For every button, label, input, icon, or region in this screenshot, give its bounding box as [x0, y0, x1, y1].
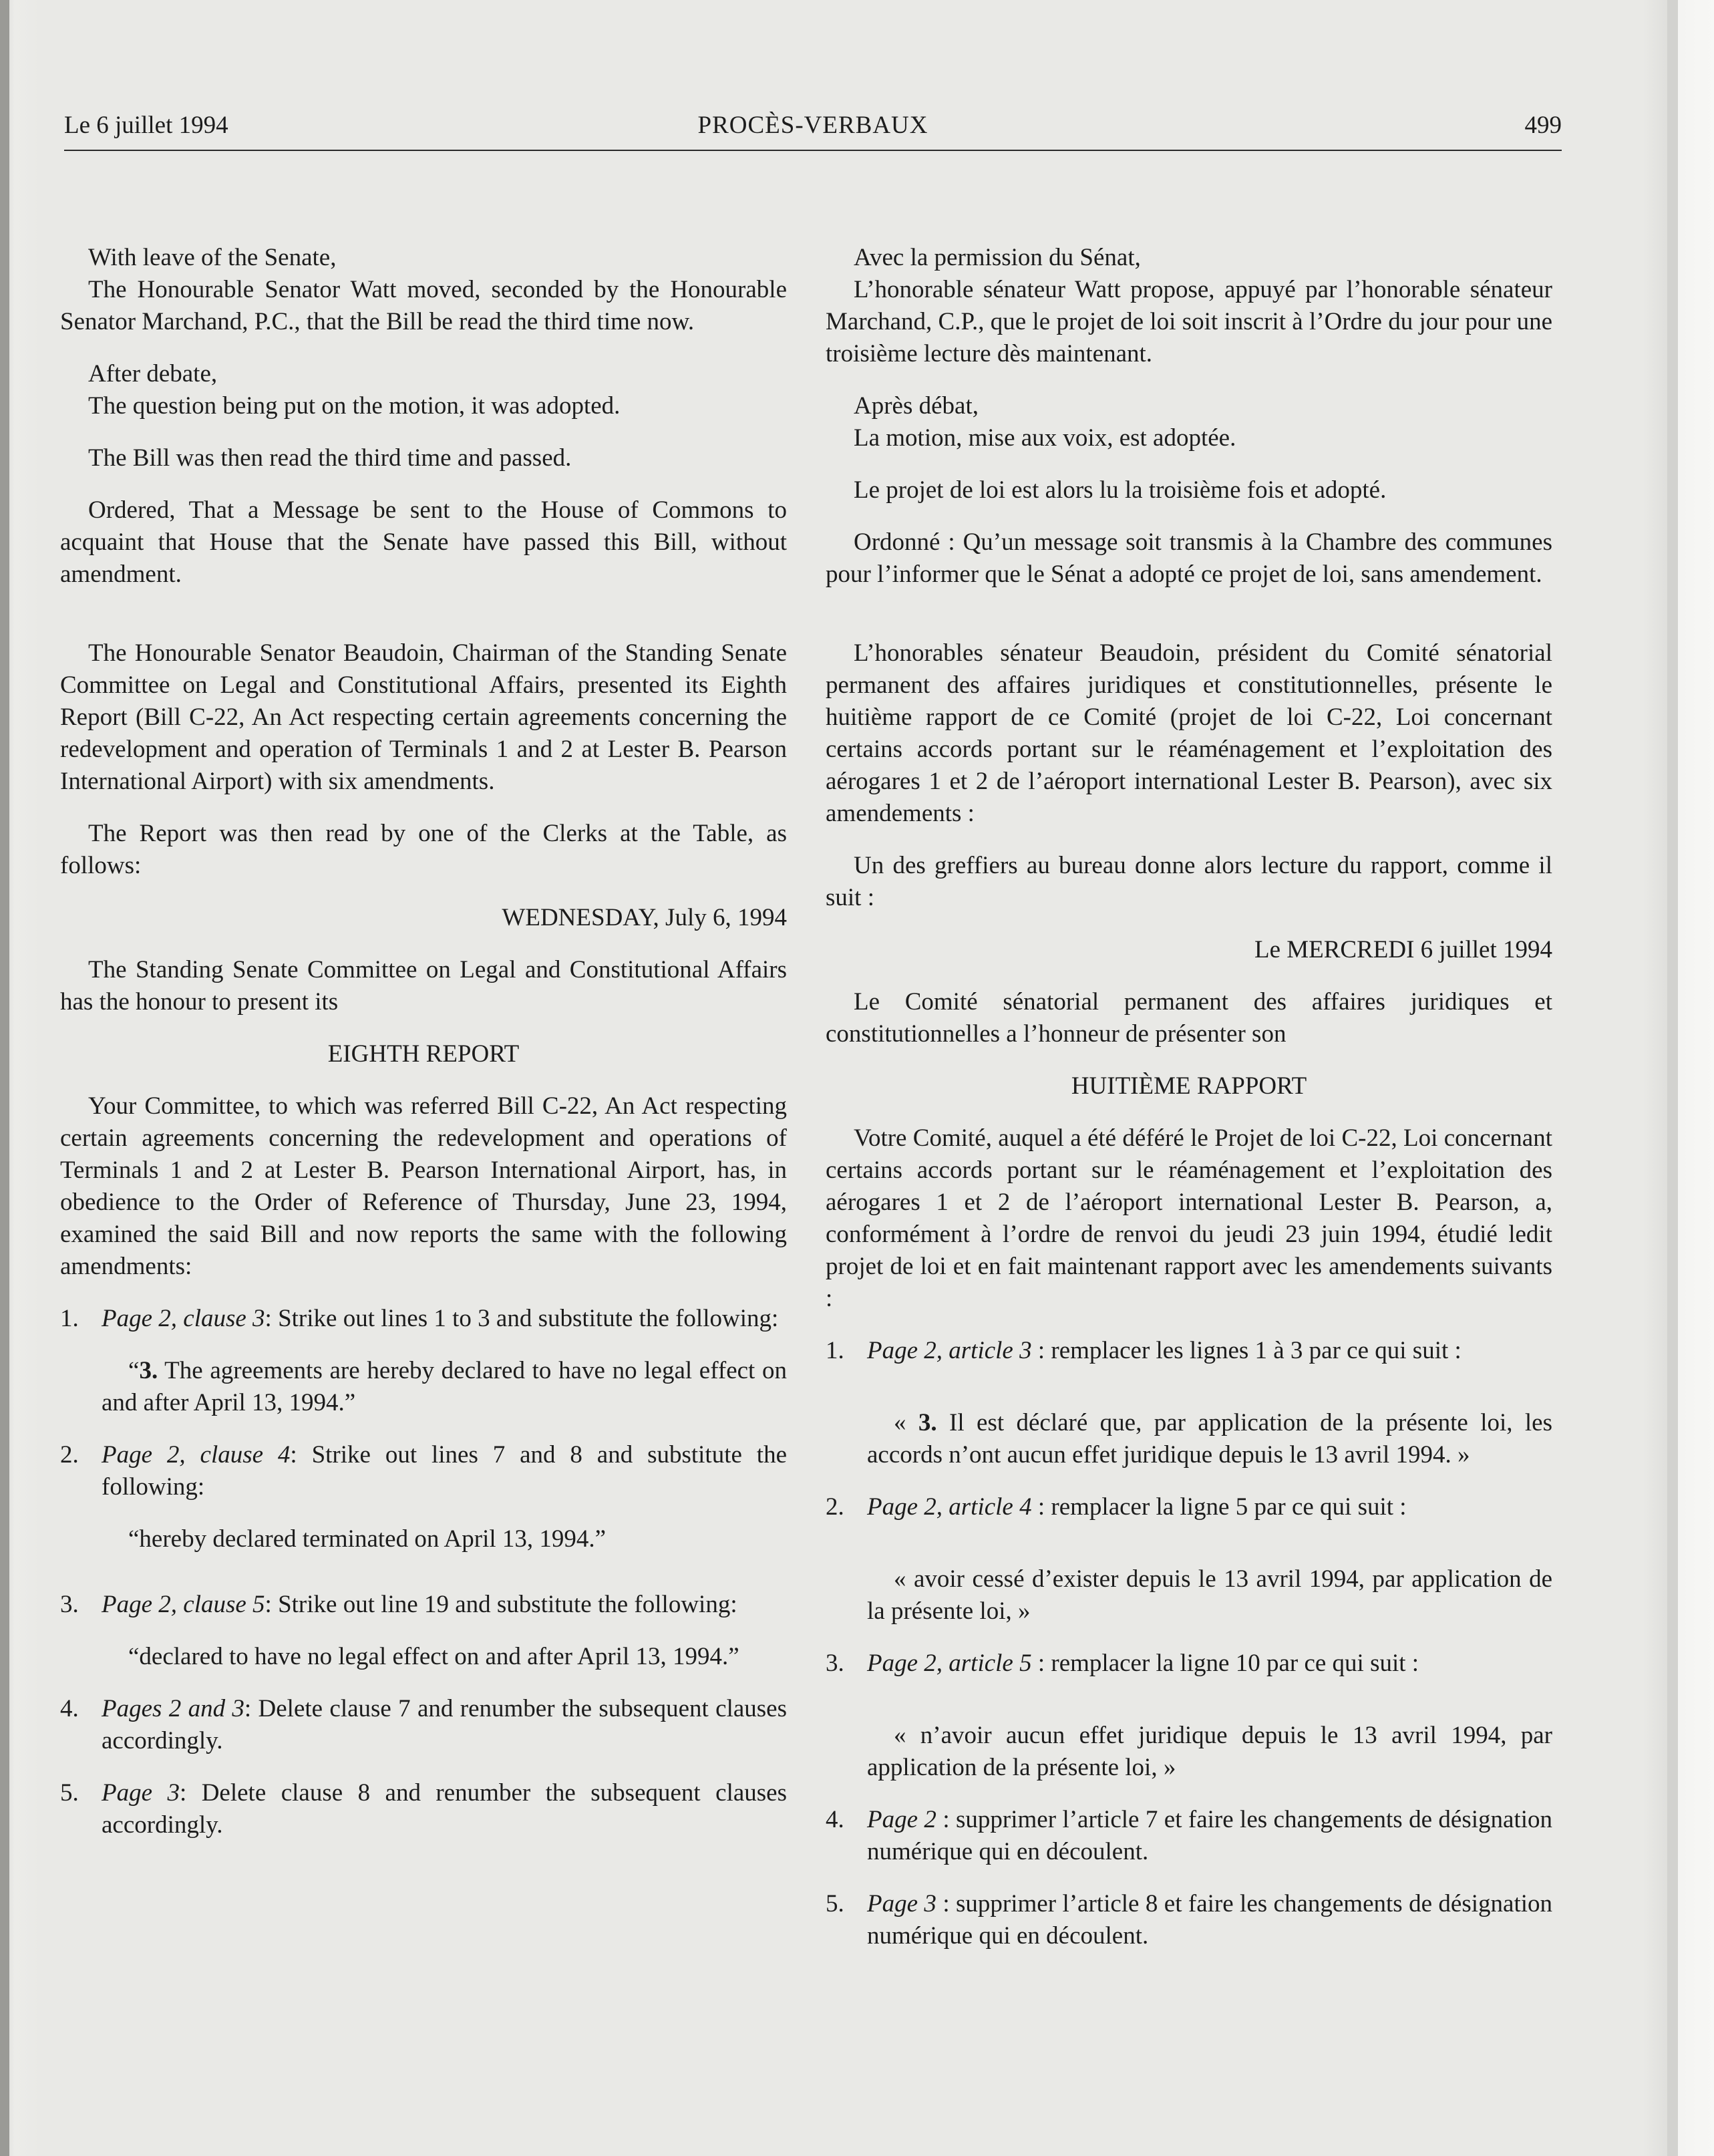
item-reference: Page 2, article 4 — [867, 1493, 1032, 1521]
item-text: : supprimer l’article 7 et faire les changements de désignation numérique qui en découlent. — [867, 1806, 1552, 1865]
item-number: 5 . — [60, 1777, 79, 1809]
amendment-item — [826, 1491, 1552, 1523]
item-reference: Page 3 — [867, 1890, 936, 1917]
report-date: Le MERCREDI 6 juillet 1994 — [1254, 936, 1552, 963]
item-text: : remplacer la ligne 10 par ce qui suit : — [1031, 1650, 1419, 1677]
report-title: EIGHTH REPORT — [327, 1040, 520, 1068]
amendment-quote: “declared to have no legal effect on and after April 13, 1994.” — [128, 1643, 739, 1670]
running-header — [64, 111, 1562, 151]
amendment-item — [60, 1589, 787, 1621]
item-text: : Strike out lines 7 and 8 and substitute the following: — [102, 1441, 787, 1501]
amendment-item — [826, 1804, 1552, 1868]
item-number: 4 . — [60, 1693, 79, 1725]
item-text: : remplacer la ligne 5 par ce qui suit : — [1031, 1493, 1407, 1521]
item-text: : remplacer les lignes 1 à 3 par ce qui suit : — [1031, 1337, 1462, 1364]
item-text: : supprimer l’article 8 et faire les changements de désignation numérique qui en découlent. — [867, 1890, 1552, 1950]
english-column — [60, 242, 787, 1861]
paragraph: The Honourable Senator Watt moved, seconded by the Honourable Senator Marchand, P.C., that the Bill be read the third time now. — [60, 276, 787, 335]
item-number: 3 . — [826, 1648, 844, 1680]
item-reference: Page 2 — [867, 1806, 936, 1833]
item-number: 4 . — [826, 1804, 844, 1836]
paragraph: After debate, — [88, 360, 218, 388]
paragraph: Ordered, That a Message be sent to the House of Commons to acquaint that House that the Senate have passed this Bill, without amendment. — [60, 496, 787, 588]
paragraph: La motion, mise aux voix, est adoptée. — [854, 424, 1236, 452]
item-reference: Pages 2 and 3 — [102, 1695, 244, 1722]
report-title: HUITIÈME RAPPORT — [1071, 1072, 1307, 1100]
item-reference: Page 2, article 5 — [867, 1650, 1032, 1677]
paragraph: The Report was then read by one of the Clerks at the Table, as follows: — [60, 820, 787, 879]
paragraph: The Honourable Senator Beaudoin, Chairman of the Standing Senate Committee on Legal and Constitutional Affairs, presented its Eighth Report (Bill C-22, An Act respecting certain agreements concerning the redevelopment and operation of Terminals 1 and 2 at Lester B. Pearson International Airport) with six amendments. — [60, 639, 787, 795]
header-title: PROCÈS-VERBAUX — [697, 112, 928, 139]
paragraph: Un des greffiers au bureau donne alors lecture du rapport, comme il suit : — [826, 852, 1552, 911]
paragraph: With leave of the Senate, — [88, 244, 337, 271]
item-number: 1 . — [60, 1303, 79, 1335]
paragraph: Le projet de loi est alors lu la troisième fois et adopté. — [854, 476, 1387, 504]
paragraph: The question being put on the motion, it was adopted. — [88, 392, 621, 420]
item-text: : Strike out line 19 and substitute the following: — [265, 1591, 737, 1618]
paragraph: Après débat, — [854, 392, 979, 420]
item-number: 3 . — [60, 1589, 79, 1621]
item-text: : Delete clause 8 and renumber the subsequent clauses accordingly. — [102, 1779, 787, 1839]
paragraph: Votre Comité, auquel a été déféré le Projet de loi C-22, Loi concernant certains accords portant sur le réaménagement et l’exploitation des aérogares 1 et 2 de l’aéroport international Lester B. Pearson, a, conformément à l’ordre de renvoi du jeudi 23 juin 1994, étudié ledit projet de loi et en fait maintenant rapport avec les amendements suivants : — [826, 1124, 1552, 1312]
page-number: 499 — [1524, 112, 1562, 139]
amendment-item — [60, 1303, 787, 1335]
amendment-item — [60, 1777, 787, 1841]
paragraph: Ordonné : Qu’un message soit transmis à la Chambre des communes pour l’informer que le Sénat a adopté ce projet de loi, sans amendement. — [826, 528, 1552, 588]
french-column — [826, 242, 1552, 1972]
header-rule — [64, 150, 1562, 151]
item-number: 2 . — [826, 1491, 844, 1523]
header-date: Le 6 juillet 1994 — [64, 112, 228, 139]
amendment-item — [826, 1335, 1552, 1367]
amendment-item — [826, 1648, 1552, 1680]
paragraph: Avec la permission du Sénat, — [854, 244, 1141, 271]
amendment-quote: “hereby declared terminated on April 13, 1994.” — [128, 1525, 607, 1553]
item-number: 2 . — [60, 1439, 79, 1471]
item-reference: Page 3 — [102, 1779, 180, 1807]
item-reference: Page 2, article 3 — [867, 1337, 1032, 1364]
paragraph: The Bill was then read the third time and passed. — [88, 444, 572, 472]
item-number: 1 . — [826, 1335, 844, 1367]
item-text: : Strike out lines 1 to 3 and substitute the following: — [265, 1305, 779, 1332]
paragraph: L’honorable sénateur Watt propose, appuyé par l’honorable sénateur Marchand, C.P., que le projet de loi soit inscrit à l’Ordre du jour pour une troisième lecture dès maintenant. — [826, 276, 1552, 367]
amendment-item — [60, 1693, 787, 1757]
item-reference: Page 2, clause 3 — [102, 1305, 265, 1332]
item-reference: Page 2, clause 4 — [102, 1441, 291, 1469]
item-reference: Page 2, clause 5 — [102, 1591, 265, 1618]
amendment-quote: « n’avoir aucun effet juridique depuis le 13 avril 1994, par application de la présente loi, » — [867, 1722, 1552, 1781]
quote-clause-number: 3. — [918, 1409, 937, 1436]
paragraph: L’honorables sénateur Beaudoin, président du Comité sénatorial permanent des affaires juridiques et constitutionnelles, présente le huitième rapport de ce Comité (projet de loi C-22, Loi concernant certains accords portant sur le réaménagement et l’exploitation des aérogares 1 et 2 de l’aéroport international Lester B. Pearson), avec six amendements : — [826, 639, 1552, 827]
item-text: : Delete clause 7 and renumber the subsequent clauses accordingly. — [102, 1695, 787, 1754]
binding-edge — [0, 0, 9, 2156]
amendment-quote: « 3. Il est déclaré que, par application de la présente loi, les accords n’ont aucun effet juridique depuis le 13 avril 1994. » — [867, 1409, 1552, 1469]
paragraph: Le Comité sénatorial permanent des affaires juridiques et constitutionnelles a l’honneur de présenter son — [826, 988, 1552, 1048]
quote-clause-number: 3. — [139, 1357, 158, 1384]
paragraph: The Standing Senate Committee on Legal and Constitutional Affairs has the honour to present its — [60, 956, 787, 1016]
amendment-quote: “3. The agreements are hereby declared to have no legal effect on and after April 13, 1994.” — [102, 1357, 787, 1416]
paragraph: Your Committee, to which was referred Bill C-22, An Act respecting certain agreements concerning the redevelopment and operations of Terminals 1 and 2 at Lester B. Pearson International Airport, has, in obedience to the Order of Reference of Thursday, June 23, 1994, examined the said Bill and now reports the same with the following amendments: — [60, 1092, 787, 1280]
item-number: 5 . — [826, 1888, 844, 1920]
amendment-item — [826, 1888, 1552, 1952]
amendment-item — [60, 1439, 787, 1503]
report-date: WEDNESDAY, July 6, 1994 — [502, 904, 787, 931]
page-edge — [1667, 0, 1678, 2156]
amendment-quote: « avoir cessé d’exister depuis le 13 avril 1994, par application de la présente loi, » — [867, 1565, 1552, 1625]
